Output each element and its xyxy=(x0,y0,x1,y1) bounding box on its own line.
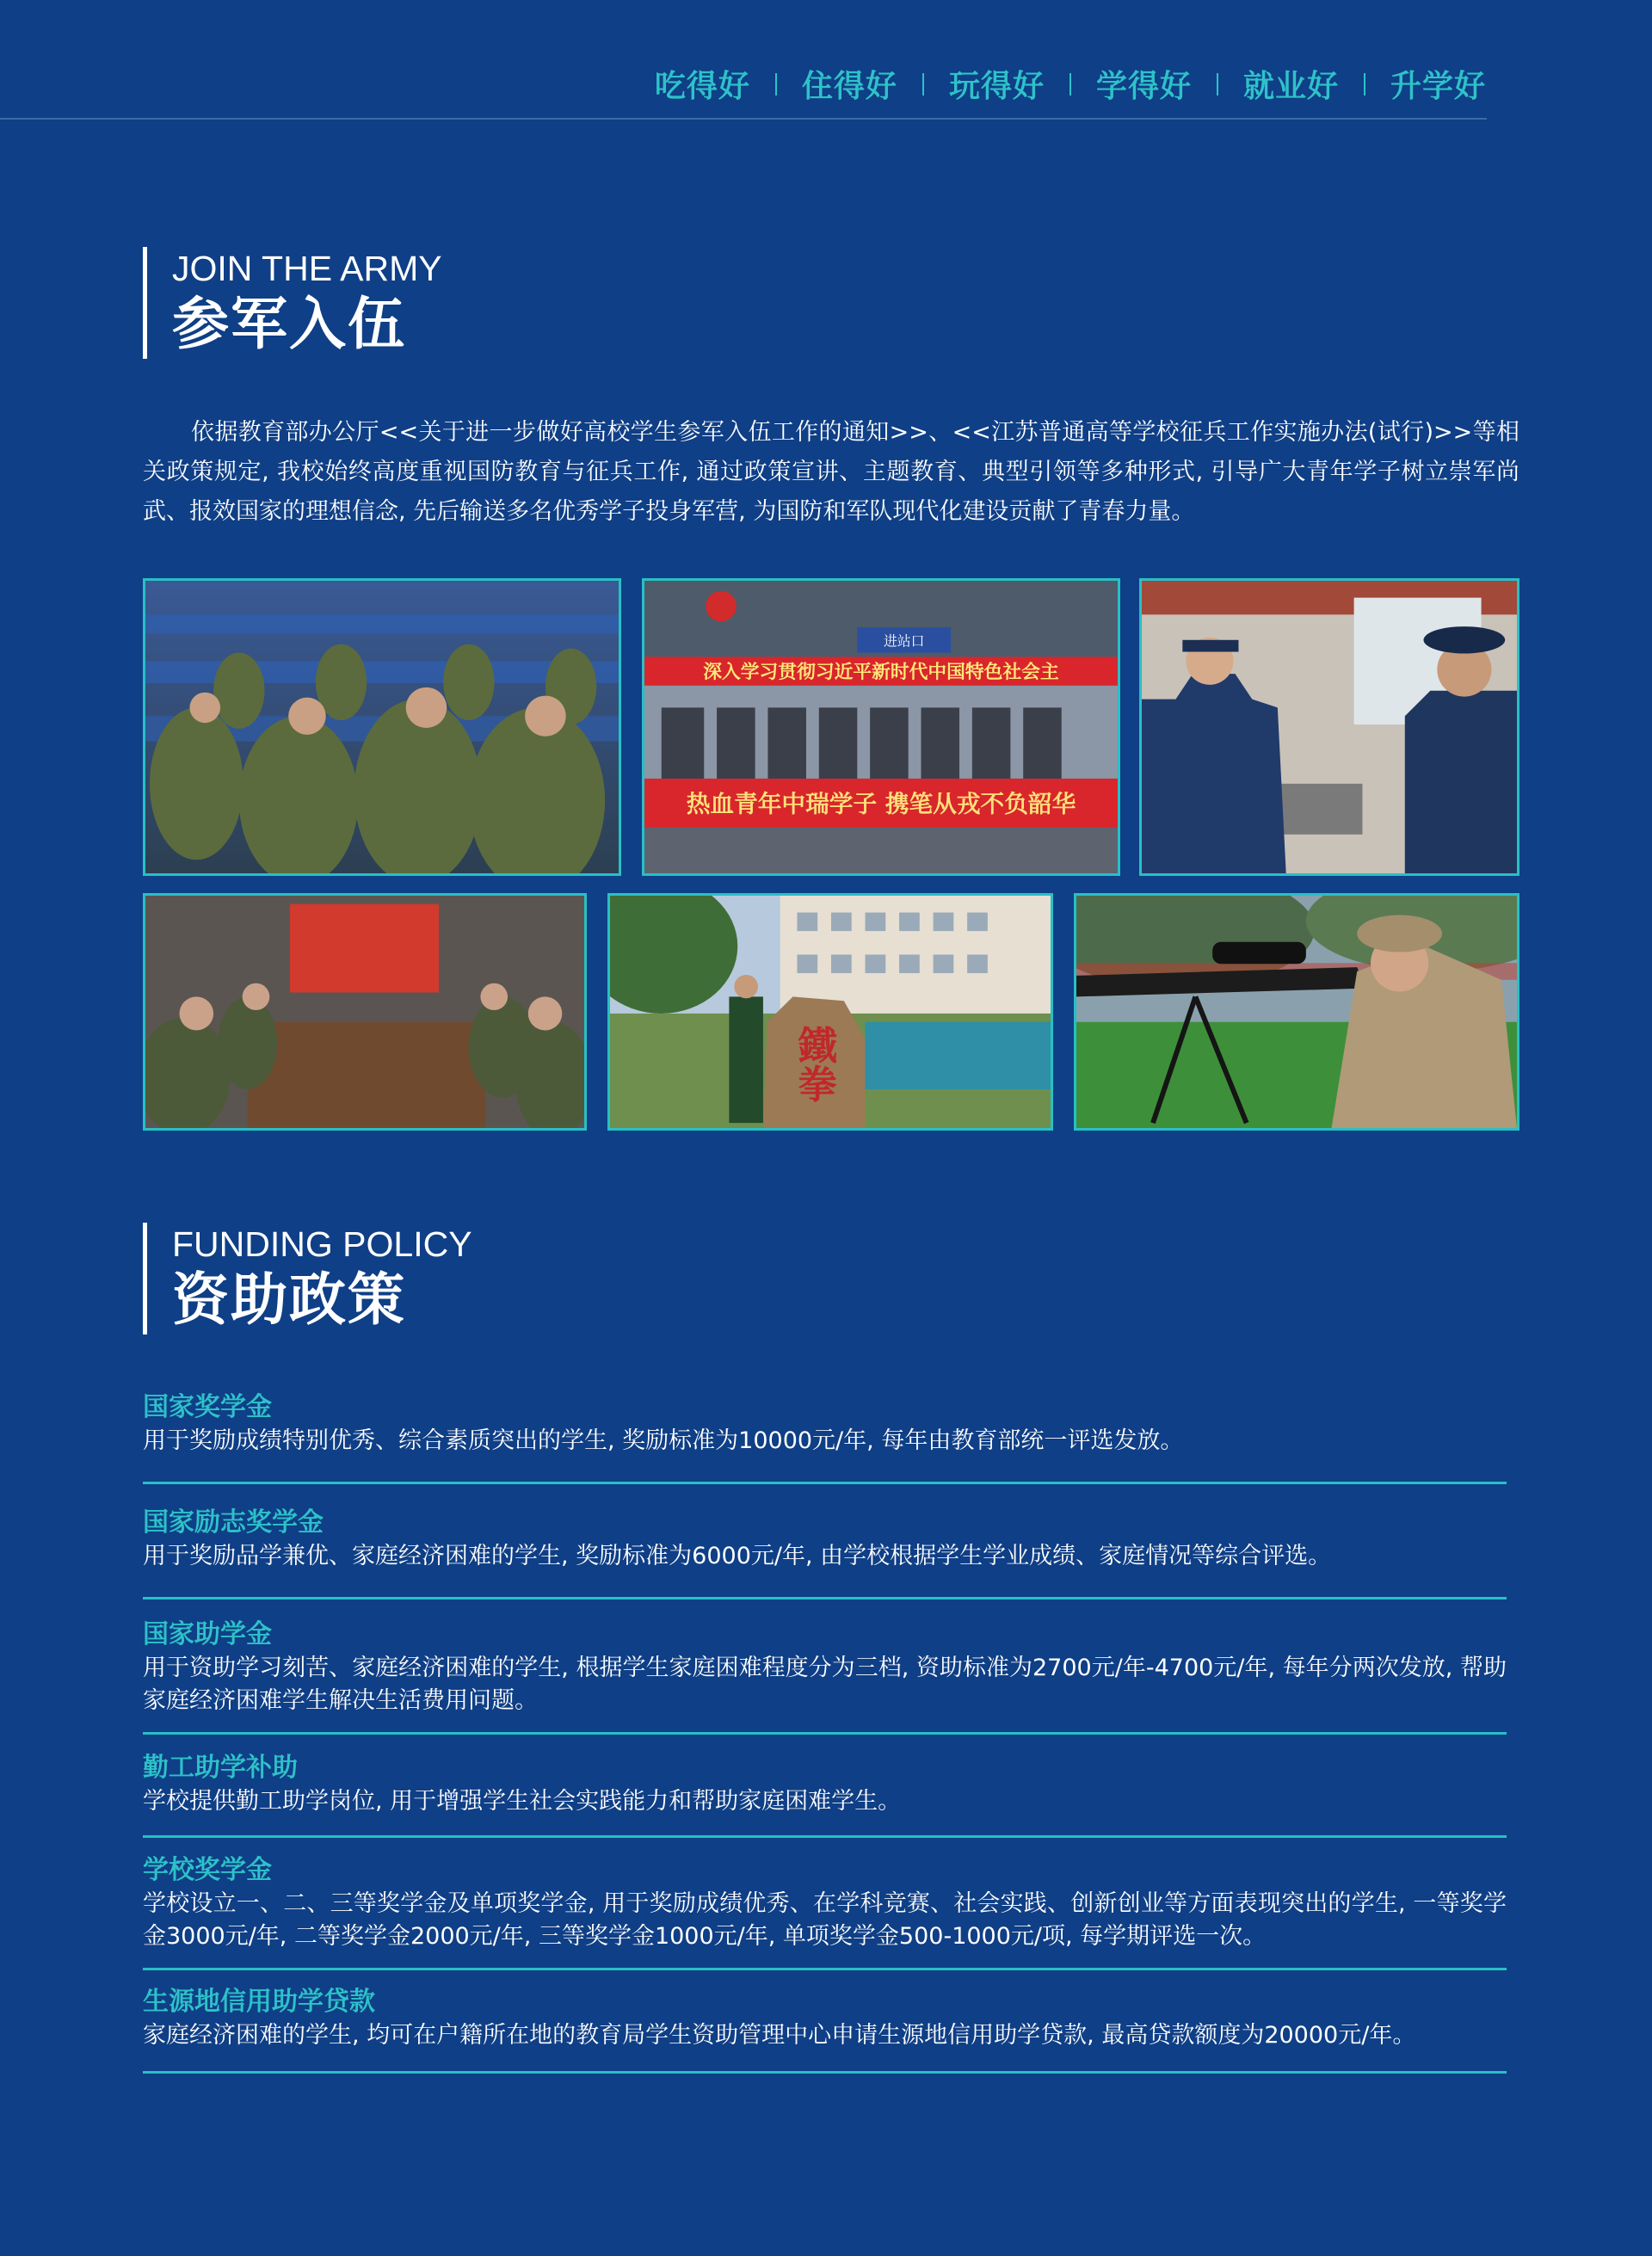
photo-banner-top-text: 深入学习贯彻习近平新时代中国特色社会主 xyxy=(703,662,1059,683)
funding-title-cn: 资助政策 xyxy=(172,1267,406,1333)
photo-rock-text: 鐵拳 xyxy=(791,1025,837,1103)
funding-item-school-scholarship xyxy=(143,1853,1507,1970)
funding-item-encouragement-scholarship xyxy=(143,1506,1507,1600)
nav-item-further-study[interactable]: 升学好 xyxy=(1390,69,1486,104)
funding-item-title: 学校奖学金 xyxy=(143,1855,272,1885)
funding-item-title: 国家励志奖学金 xyxy=(143,1507,324,1538)
photo-students-auditorium xyxy=(143,578,621,876)
photo-banner-bottom-text: 热血青年中瑞学子 携笔从戎不负韶华 xyxy=(686,789,1076,818)
army-intro-paragraph: 依据教育部办公厅<<关于进一步做好高校学生参军入伍工作的通知>>、<<江苏普通高等学校征兵工作实施办法(试行)>>等相关政策规定, 我校始终高度重视国防教育与征兵工作, 通过政策宣讲、主题教育、典型引领等多种形式, 引导广大青年学子树立崇军尚武、报效国家的理想信念, 先后输送多名优秀学子投身军营, 为国防和军队现代化建设贡献了青春力量。 xyxy=(143,419,1519,525)
funding-item-title: 勤工助学补助 xyxy=(143,1753,298,1783)
funding-item-desc: 用于奖励成绩特别优秀、综合素质突出的学生, 奖励标准为10000元/年, 每年由教育部统一评选发放。 xyxy=(143,1427,1184,1454)
funding-item-student-loan xyxy=(143,1985,1507,2074)
photo-meeting-room xyxy=(143,893,587,1131)
funding-item-title: 国家奖学金 xyxy=(143,1392,272,1422)
funding-item-desc: 学校提供勤工助学岗位, 用于增强学生社会实践能力和帮助家庭困难学生。 xyxy=(143,1788,902,1815)
nav-item-study[interactable]: 学得好 xyxy=(1095,69,1192,104)
funding-item-desc: 家庭经济困难的学生, 均可在户籍所在地的教育局学生资助管理中心申请生源地信用助学贷款, 最高贷款额度为20000元/年。 xyxy=(143,2022,1416,2049)
photo-salute-soldiers xyxy=(1139,578,1519,876)
funding-item-desc: 学校设立一、二、三等奖学金及单项奖学金, 用于奖励成绩优秀、在学科竞赛、社会实践、创新创业等方面表现突出的学生, 一等奖学金3000元/年, 二等奖学金2000元/年, 三等奖学金1000元/年, 单项奖学金500-1000元/项, 每学期评选一次。 xyxy=(143,1890,1507,1950)
photo-recruitment-banner xyxy=(642,578,1120,876)
nav-item-eat[interactable]: 吃得好 xyxy=(654,69,750,104)
funding-item-national-grant xyxy=(143,1618,1507,1735)
top-divider xyxy=(0,118,1487,120)
photo-station-sign: 进站口 xyxy=(883,632,925,650)
funding-item-title: 国家助学金 xyxy=(143,1619,272,1649)
nav-item-employment[interactable]: 就业好 xyxy=(1242,69,1339,104)
funding-title-en: FUNDING POLICY xyxy=(172,1224,472,1264)
funding-item-desc: 用于资助学习刻苦、家庭经济困难的学生, 根据学生家庭困难程度分为三档, 资助标准为2700元/年-4700元/年, 每年分两次发放, 帮助家庭经济困难学生解决生活费用问题。 xyxy=(143,1655,1507,1714)
funding-section-heading xyxy=(143,1223,472,1334)
nav-item-play[interactable]: 玩得好 xyxy=(948,69,1045,104)
army-title-en: JOIN THE ARMY xyxy=(172,249,442,288)
nav-item-live[interactable]: 住得好 xyxy=(801,69,897,104)
funding-item-national-scholarship xyxy=(143,1390,1507,1484)
photo-iron-fist-rock xyxy=(607,893,1053,1131)
funding-item-desc: 用于奖励品学兼优、家庭经济困难的学生, 奖励标准为6000元/年, 由学校根据学生学业成绩、家庭情况等综合评选。 xyxy=(143,1543,1332,1569)
funding-item-work-study xyxy=(143,1751,1507,1838)
army-title-cn: 参军入伍 xyxy=(172,291,406,357)
funding-item-title: 生源地信用助学贷款 xyxy=(143,1987,375,2017)
army-section-heading xyxy=(143,247,442,359)
photo-sniper-training xyxy=(1074,893,1519,1131)
top-nav xyxy=(655,62,1486,106)
